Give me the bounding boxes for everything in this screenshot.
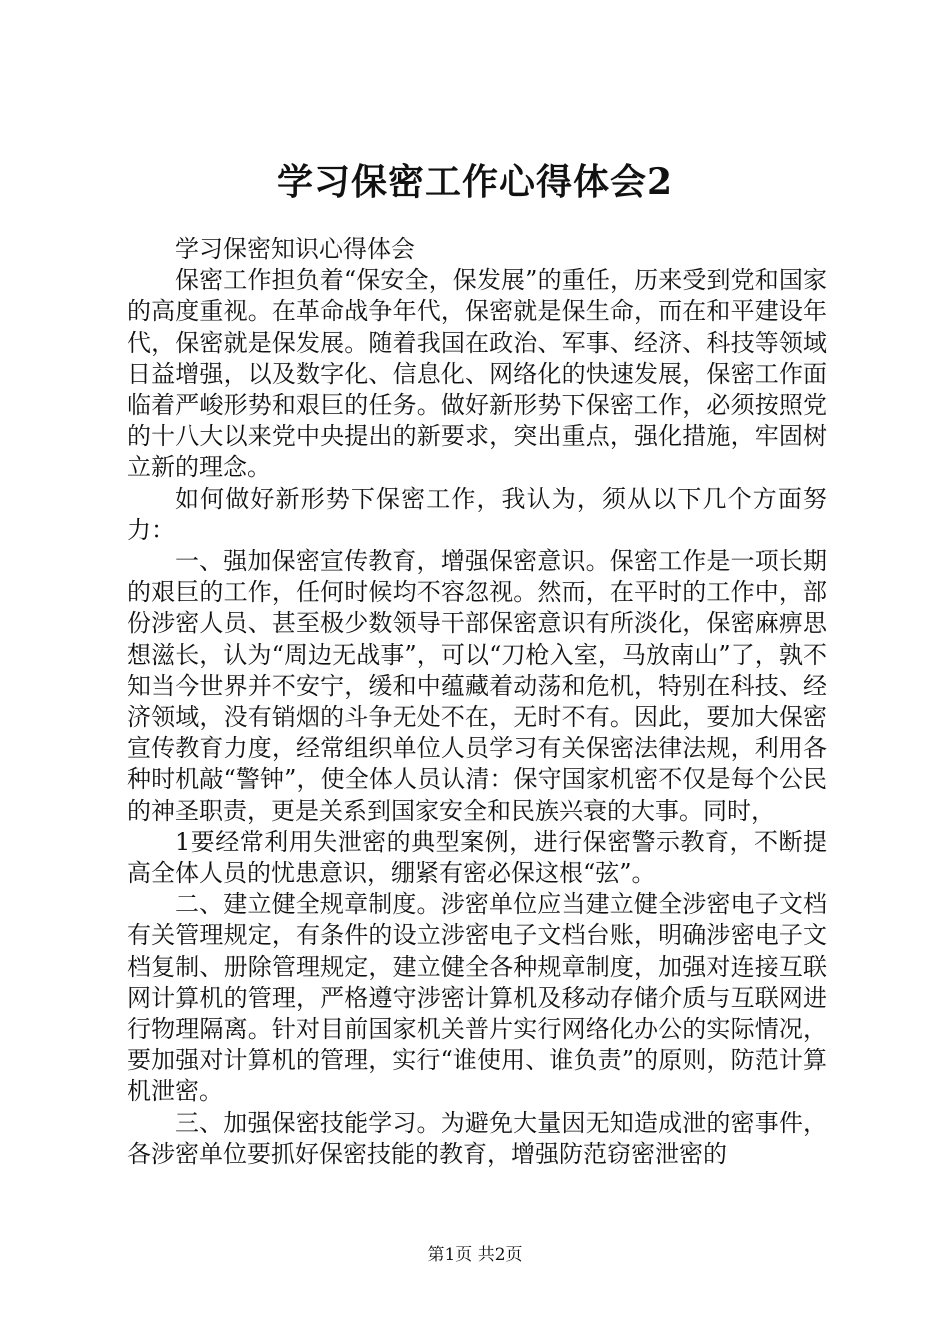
paragraph: 二、建立健全规章制度。涉密单位应当建立健全涉密电子文档有关管理规定，有条件的设立涉密电子文档台账，明确涉密电子文档复制、册除管理规定，建立健全各种规章制度，加强对连接互联网计算机的管理，严格遵守涉密计算机及移动存储介质与互联网进行物理隔离。针对目前国家机关普片实行网络化办公的实际情况，要加强对计算机的管理，实行“谁使用、谁负责”的原则，防范计算机泄密。: [127, 890, 827, 1106]
page-footer: 第1页 共2页: [427, 1245, 523, 1265]
paragraph: 学习保密知识心得体会: [175, 235, 415, 263]
document-body: [127, 234, 827, 1170]
paragraph: 1要经常利用失泄密的典型案例，进行保密警示教育，不断提高全体人员的忧患意识，绷紧有密必保这根“弦”。: [127, 827, 827, 888]
paragraph: 三、加强保密技能学习。为避免大量因无知造成泄的密事件，各涉密单位要抓好保密技能的教育，增强防范窃密泄密的: [127, 1108, 827, 1168]
paragraph: 一、强加保密宣传教育，增强保密意识。保密工作是一项长期的艰巨的工作，任何时候均不容忽视。然而，在平时的工作中，部份涉密人员、甚至极少数领导干部保密意识有所淡化，保密麻痹思想滋长，认为“周边无战事”，可以“刀枪入室，马放南山”了，孰不知当今世界并不安宁，缓和中蕴藏着动荡和危机，特别在科技、经济领域，没有销烟的斗争无处不在，无时不有。因此，要加大保密宣传教育力度，经常组织单位人员学习有关保密法律法规，利用各种时机敲“警钟”，使全体人员认清：保守国家机密不仅是每个公民的神圣职责，更是关系到国家安全和民族兴衰的大事。同时，: [127, 547, 827, 825]
paragraph: 保密工作担负着“保安全，保发展”的重任，历来受到党和国家的高度重视。在革命战争年代，保密就是保生命，而在和平建设年代，保密就是保发展。随着我国在政治、军事、经济、科技等领域日益增强，以及数字化、信息化、网络化的快速发展，保密工作面临着严峻形势和艰巨的任务。做好新形势下保密工作，必须按照党的十八大以来党中央提出的新要求，突出重点，强化措施，牢固树立新的理念。: [127, 266, 827, 482]
document-title: 学习保密工作心得体会2: [276, 161, 674, 203]
paragraph: 如何做好新形势下保密工作，我认为，须从以下几个方面努力：: [127, 484, 827, 544]
